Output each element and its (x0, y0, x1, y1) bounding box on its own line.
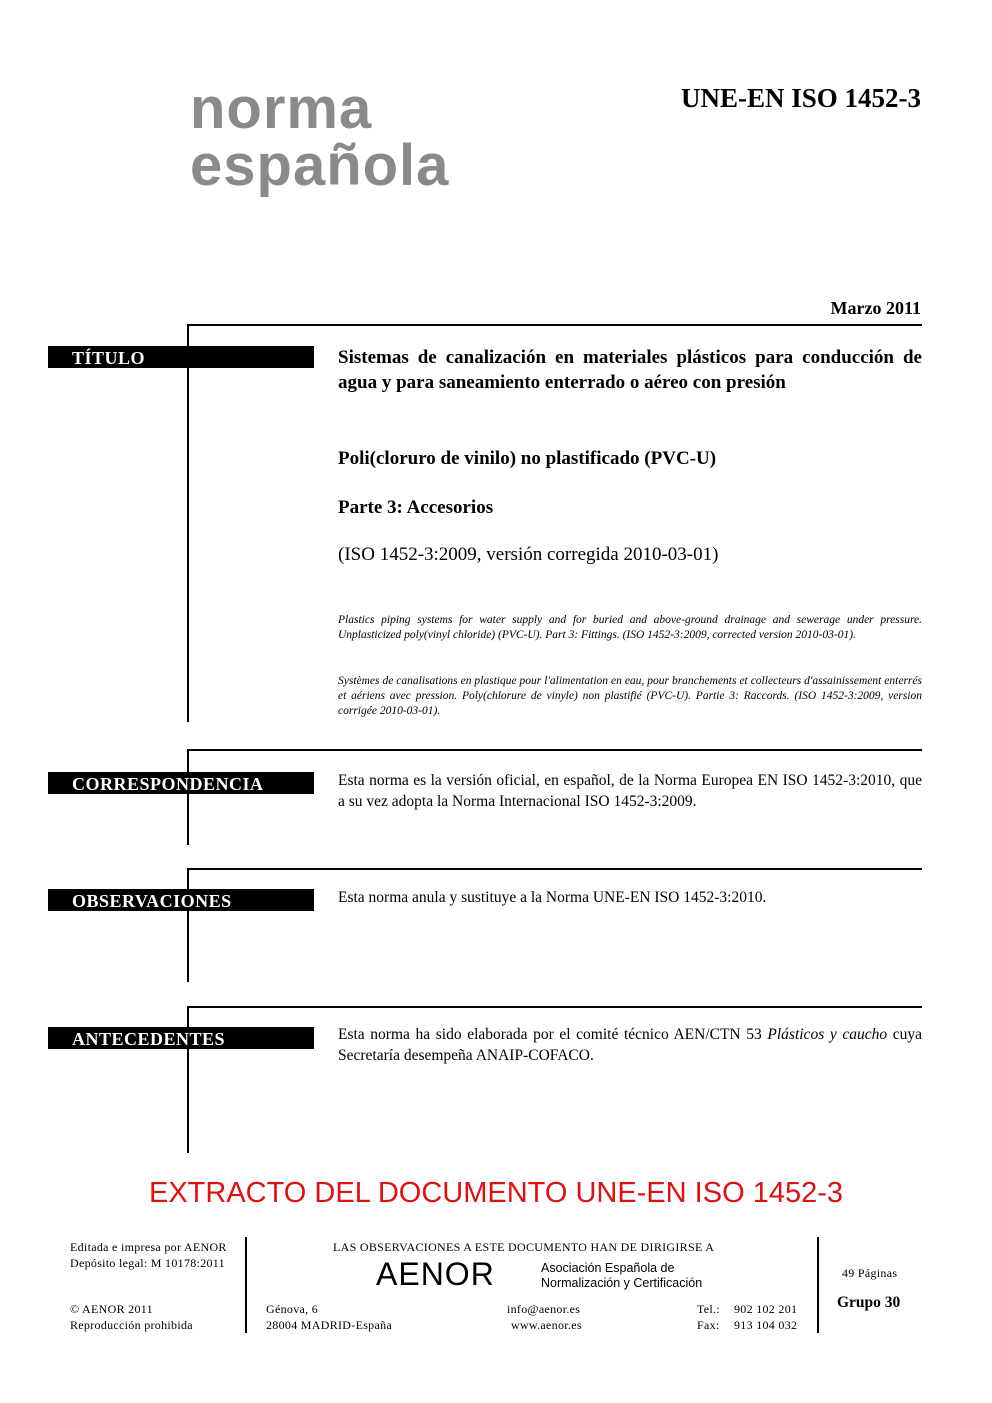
footer-website[interactable]: www.aenor.es (511, 1318, 582, 1332)
correspondencia-text: Esta norma es la versión oficial, en español, de la Norma Europea EN ISO 1452-3:2010, que a su vez adopta la Norma Internacional ISO 1452-3:2009. (338, 772, 922, 810)
footer-edition (70, 1239, 227, 1271)
title-part: Parte 3: Accesorios (338, 497, 494, 518)
footer-address (266, 1301, 392, 1333)
tel-number: 902 102 201 (734, 1302, 798, 1316)
title-main: Sistemas de canalización en materiales plásticos para conducción de agua y para saneamiento enterrado o aéreo con presión (338, 347, 922, 393)
title-subtitle: Poli(cloruro de vinilo) no plastificado (PVC-U) (338, 448, 717, 469)
section-rule (187, 749, 189, 845)
brand-logo-text (190, 76, 450, 198)
copyright: © AENOR 2011 (70, 1302, 153, 1316)
antecedentes-text-start: Esta norma ha sido elaborada por el comité técnico AEN/CTN 53 (338, 1026, 768, 1043)
reproduction-notice: Reproducción prohibida (70, 1318, 193, 1332)
fax-number: 913 104 032 (734, 1318, 798, 1332)
section-rule (187, 868, 189, 982)
publication-date: Marzo 2011 (830, 298, 921, 318)
price-group: Grupo 30 (837, 1294, 901, 1311)
tel-label: Tel.: (697, 1302, 720, 1316)
antecedentes-text-end: cuya Secretaría desempeña ANAIP-COFACO. (338, 1026, 922, 1064)
committee-name: Plásticos y caucho (767, 1026, 888, 1043)
title-french: Systèmes de canalisations en plastique pour l'alimentation en eau, pour branchements et collecteurs d'assainissement enterrés et aériens avec pression. Poly(chlorure de vinyle) non plastifié (PVC-U). Partie 3: Raccords. (ISO 1452-3:2009, version corrigée 2010-03-01). (338, 675, 922, 717)
footer-copyright (70, 1301, 193, 1333)
fax-label: Fax: (697, 1318, 720, 1332)
title-iso-version: (ISO 1452-3:2009, versión corregida 2010-03-01) (338, 544, 719, 565)
aenor-logo-line-1: Asociación Española de (541, 1261, 675, 1275)
edited-by: Editada e impresa por AENOR (70, 1240, 227, 1254)
address-street: Génova, 6 (266, 1302, 319, 1316)
section-divider (188, 1006, 922, 1008)
footer-divider-right (817, 1237, 819, 1333)
standard-code: UNE-EN ISO 1452-3 (680, 83, 921, 113)
address-city: 28004 MADRID-España (266, 1318, 393, 1332)
title-english: Plastics piping systems for water supply and for buried and above-ground drainage and sewerage under pressure. Unplasticized poly(vinyl chloride) (PVC-U). Part 3: Fittings. (ISO 1452-3:2009, corrected version 2010-03-01). (338, 614, 922, 641)
label-observaciones: OBSERVACIONES (48, 889, 314, 911)
aenor-logo-line-2: Normalización y Certificación (541, 1276, 703, 1290)
fax-row (697, 1317, 797, 1333)
section-rule (187, 324, 189, 722)
footer-divider-left (245, 1237, 247, 1333)
section-divider (188, 868, 922, 870)
label-antecedentes: ANTECEDENTES (48, 1027, 314, 1049)
label-titulo: TÍTULO (48, 346, 314, 368)
legal-deposit: Depósito legal: M 10178:2011 (70, 1256, 225, 1270)
brand-line-2: española (190, 133, 450, 198)
brand-line-1: norma (190, 76, 373, 141)
section-divider (188, 324, 922, 326)
aenor-logo: AENOR (376, 1256, 495, 1292)
label-correspondencia: CORRESPONDENCIA (48, 772, 314, 794)
antecedentes-text (338, 1024, 922, 1066)
tel-row (697, 1301, 797, 1317)
footer-contact-online (507, 1301, 582, 1333)
section-divider (188, 749, 922, 751)
page-count: 49 Páginas (842, 1266, 898, 1280)
observaciones-text: Esta norma anula y sustituye a la Norma UNE-EN ISO 1452-3:2010. (338, 889, 767, 906)
footer-email[interactable]: info@aenor.es (507, 1302, 581, 1316)
footer-notice: LAS OBSERVACIONES A ESTE DOCUMENTO HAN DE DIRIGIRSE A (333, 1240, 715, 1254)
extract-banner: EXTRACTO DEL DOCUMENTO UNE-EN ISO 1452-3 (148, 1177, 843, 1209)
aenor-logo-subtitle (541, 1261, 702, 1291)
footer-contact-phone (697, 1301, 797, 1333)
